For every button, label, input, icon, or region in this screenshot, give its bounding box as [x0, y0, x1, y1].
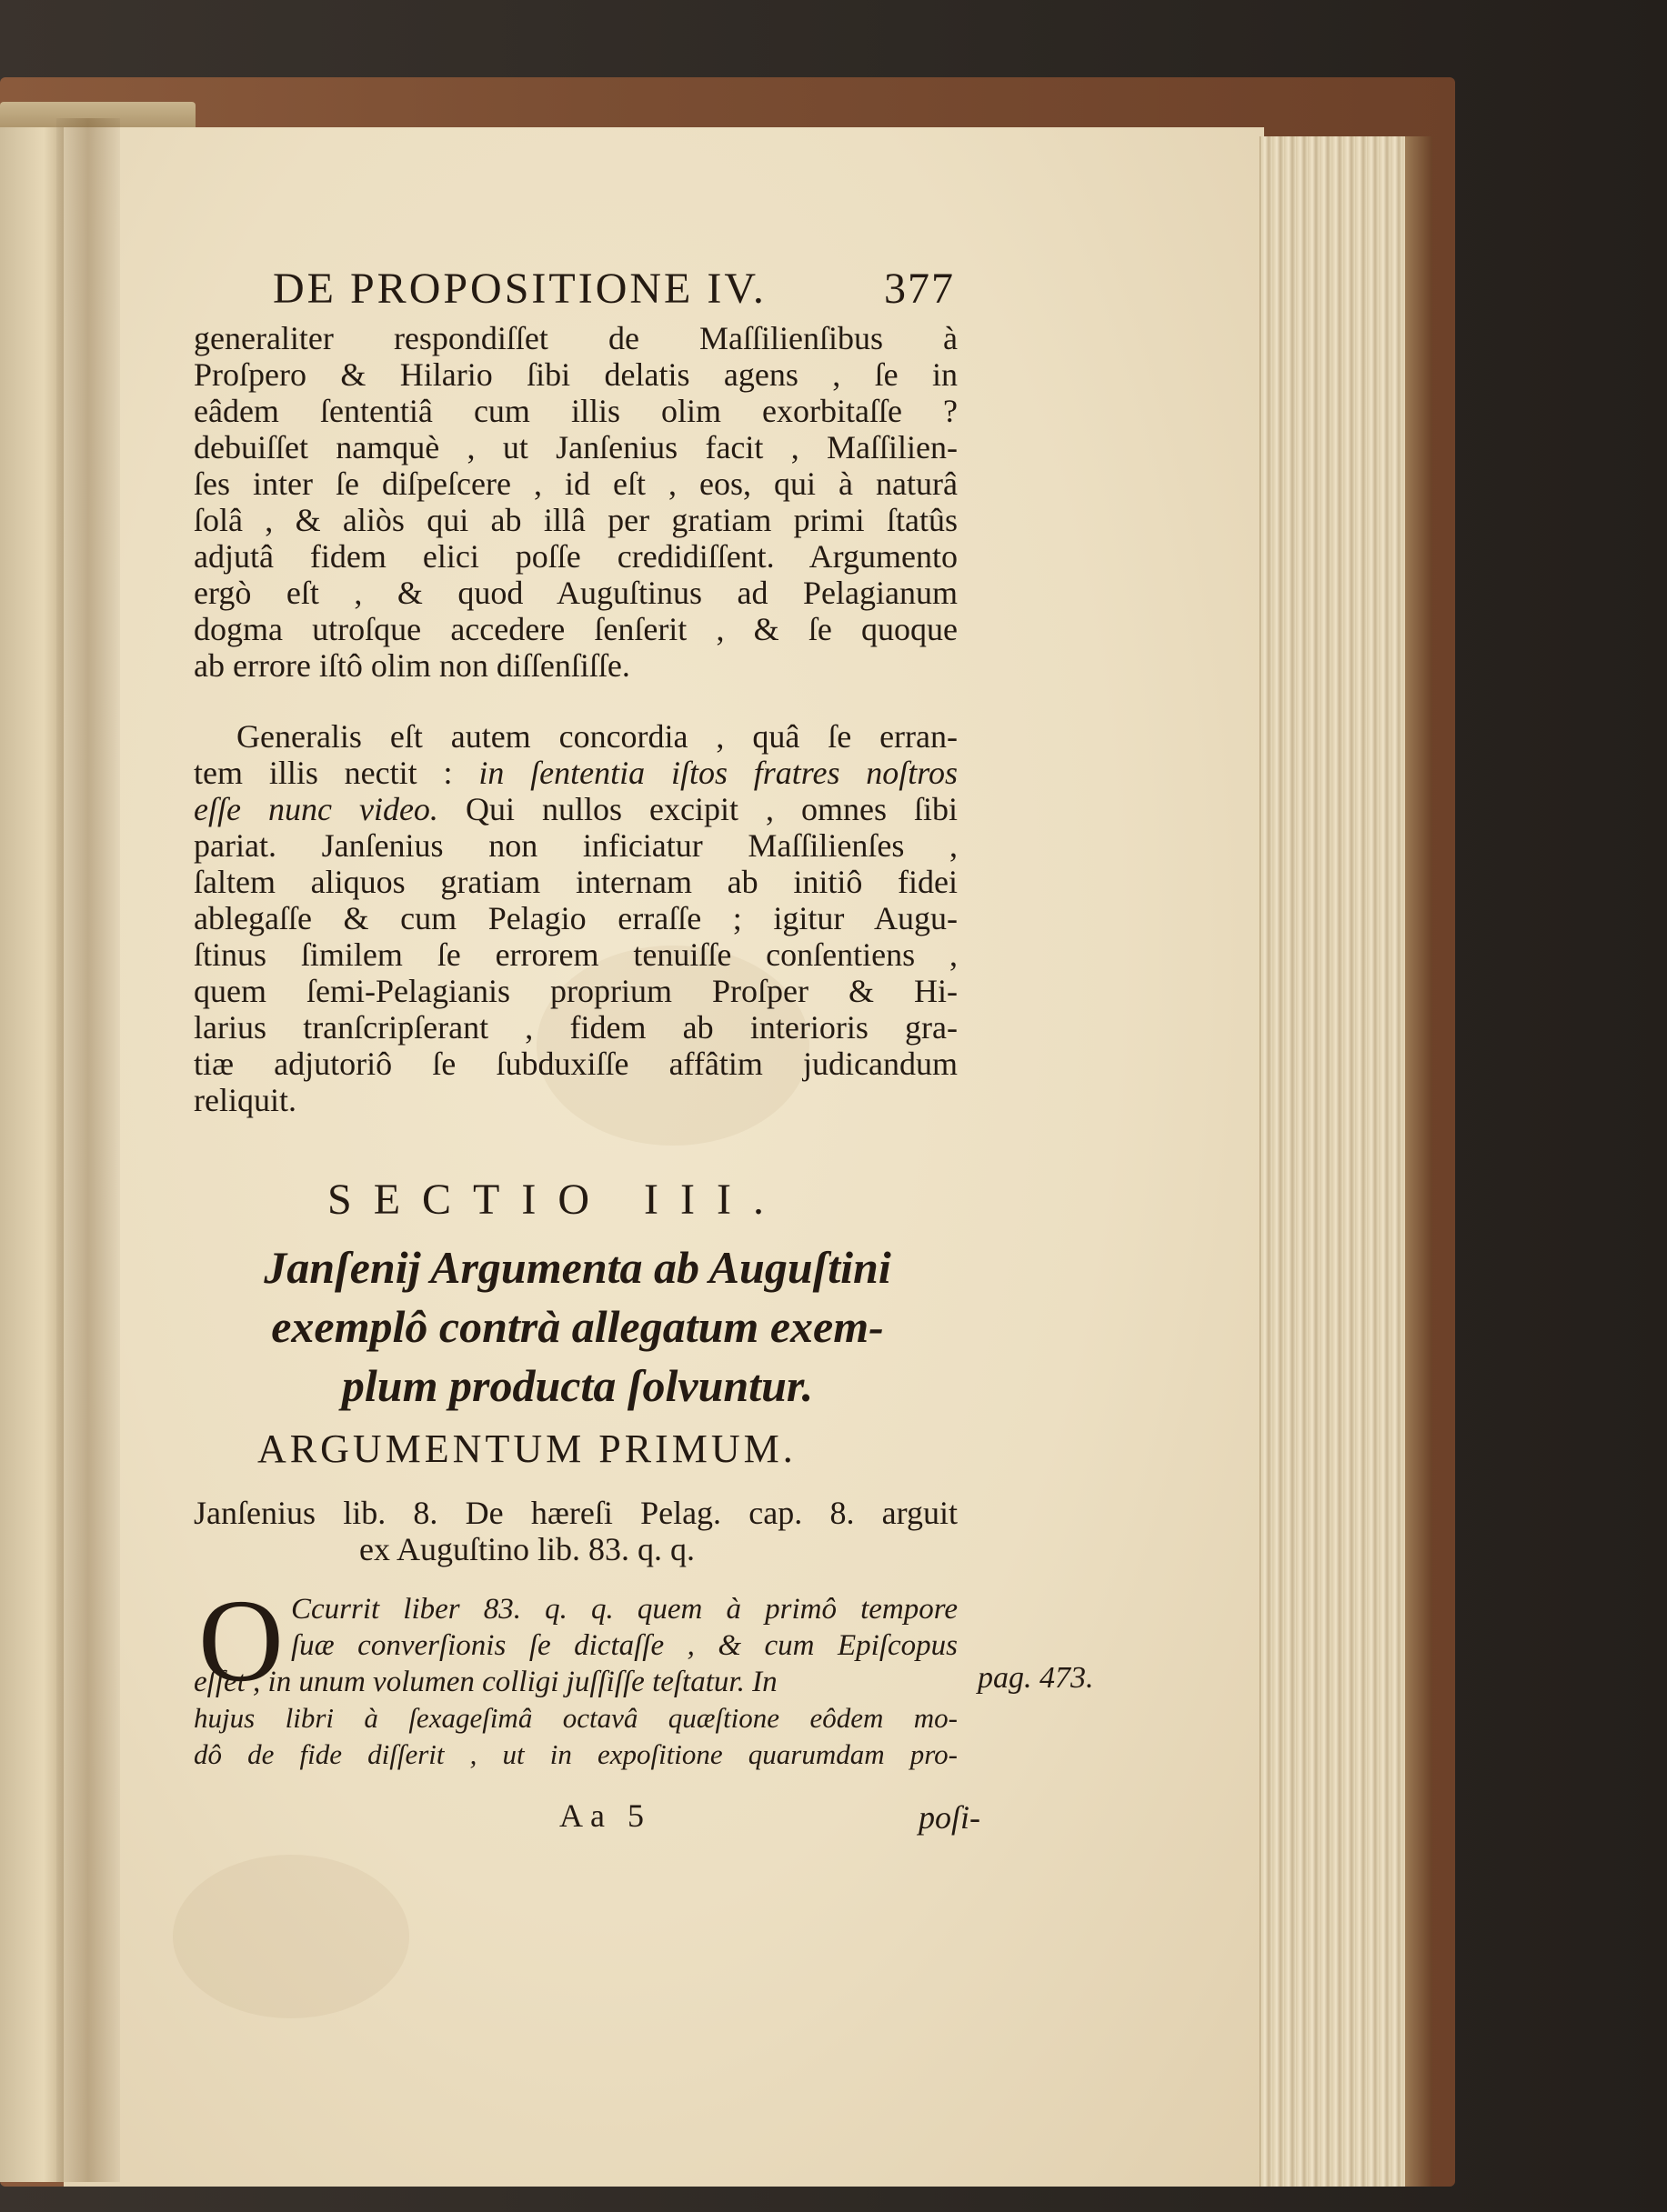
argument-heading: ARGUMENTUM PRIMUM.: [257, 1426, 797, 1471]
text-line: dogma utroſque accedere ſenſerit , & ſe quoque: [194, 611, 958, 647]
binding-edge: [1405, 136, 1432, 2187]
section-subtitle-line: Janſenij Argumenta ab Auguſtini: [264, 1242, 891, 1293]
section-subtitle-line: plum producta ſolvuntur.: [341, 1360, 814, 1411]
page-number: 377: [884, 265, 955, 313]
text-line: ablegaſſe & cum Pelagio erraſſe ; igitur Augu-: [194, 900, 958, 936]
text-line: generaliter respondiſſet de Maſſilienſibus à: [194, 320, 958, 356]
text-line: ergò eſt , & quod Auguſtinus ad Pelagianum: [194, 575, 958, 611]
text-line: Proſpero & Hilario ſibi delatis agens , ſe in: [194, 356, 958, 393]
text-line: tem illis nectit : in ſententia iſtos fratres noſtros: [194, 755, 958, 791]
signature-mark: Aa 5: [559, 1797, 651, 1834]
section-subtitle-line: exemplô contrà allegatum exem-: [271, 1301, 884, 1352]
text-line: eâdem ſententiâ cum illis olim exorbitaſſe ?: [194, 393, 958, 429]
argument-intro-line: ex Auguſtino lib. 83. q. q.: [359, 1531, 695, 1567]
running-head-title: DE PROPOSITIONE IV.: [273, 265, 767, 313]
margin-note: pag. 473.: [978, 1661, 1094, 1695]
section-heading: SECTIO III.: [327, 1176, 786, 1224]
text-line: ſuæ converſionis ſe dictaſſe , & cum Epiſcopus: [291, 1629, 958, 1662]
argument-intro-line: Janſenius lib. 8. De hæreſi Pelag. cap. 8. arguit: [194, 1495, 958, 1531]
text-line: ſes inter ſe diſpeſcere , id eſt , eos, qui à naturâ: [194, 465, 958, 502]
text-line: quem ſemi-Pelagianis proprium Proſper & Hi-: [194, 973, 958, 1009]
text-line: Generalis eſt autem concordia , quâ ſe erran-: [236, 718, 958, 755]
text-line: Ccurrit liber 83. q. q. quem à primô tempore: [291, 1593, 958, 1626]
text-line: hujus libri à ſexageſimâ octavâ quæſtione eôdem mo-: [194, 1702, 958, 1734]
text-line: pariat. Janſenius non inficiatur Maſſilienſes ,: [194, 827, 958, 864]
text-line: tiæ adjutoriô ſe ſubduxiſſe affâtim judicandum: [194, 1046, 958, 1082]
text-line: dô de fide diſſerit , ut in expoſitione quarumdam pro-: [194, 1738, 958, 1770]
text-line: reliquit.: [194, 1082, 296, 1118]
text-line: adjutâ fidem elici poſſe credidiſſent. Argumento: [194, 538, 958, 575]
text-line: debuiſſet namquè , ut Janſenius facit , Maſſilien-: [194, 429, 958, 465]
page-edges: [1260, 136, 1406, 2187]
text-line: ſaltem aliquos gratiam internam ab initiô fidei: [194, 864, 958, 900]
running-head: [273, 264, 964, 314]
text-line: eſſet , in unum volumen colligi juſſiſſe teſtatur. In: [194, 1666, 778, 1698]
text-line: ſtinus ſimilem ſe errorem tenuiſſe conſentiens ,: [194, 936, 958, 973]
gutter-shadow: [56, 118, 120, 2182]
text-line: ab errore iſtô olim non diſſenſiſſe.: [194, 647, 630, 684]
text-line: larius tranſcripſerant , fidem ab interioris gra-: [194, 1009, 958, 1046]
drop-cap: O: [198, 1576, 284, 1707]
text-line: ſolâ , & aliòs qui ab illâ per gratiam primi ſtatûs: [194, 502, 958, 538]
text-line: eſſe nunc video. Qui nullos excipit , omnes ſibi: [194, 791, 958, 827]
catchword: poſi-: [919, 1799, 980, 1836]
